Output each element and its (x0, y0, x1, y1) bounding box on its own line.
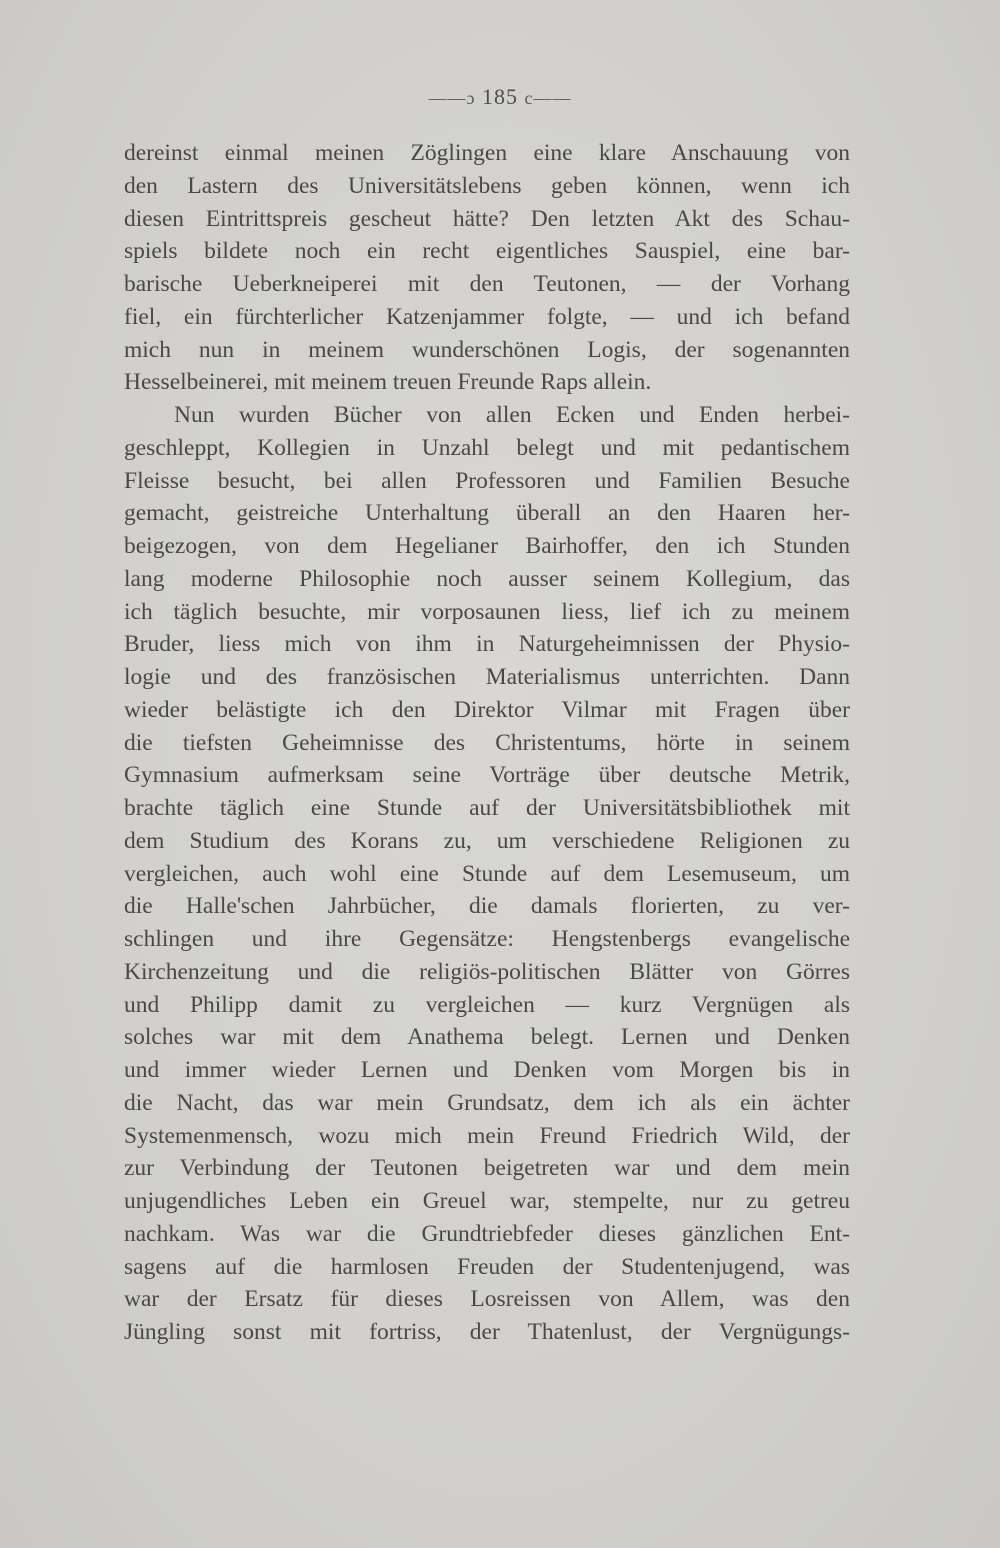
page-number: 185 (482, 84, 518, 109)
text-line: die Nacht, das war mein Grundsatz, dem ich als ein ächter (124, 1089, 850, 1116)
text-line: lang moderne Philosophie noch ausser seinem Kollegium, das (124, 565, 850, 592)
text-line: Fleisse besucht, bei allen Professoren und Familien Besuche (124, 467, 850, 494)
text-line: die tiefsten Geheimnisse des Christentums, hörte in seinem (124, 729, 850, 756)
text-line: barische Ueberkneiperei mit den Teutonen, — der Vorhang (124, 271, 850, 297)
text-line: solches war mit dem Anathema belegt. Lernen und Denken (124, 1024, 850, 1051)
text-line: und Philipp damit zu vergleichen — kurz Vergnügen als (124, 991, 850, 1018)
text-line: Hesselbeinerei, mit meinem treuen Freunde Raps allein. (124, 369, 652, 396)
body-text (124, 137, 850, 1349)
text-line: Jüngling sonst mit fortriss, der Thatenlust, der Vergnügungs- (124, 1319, 850, 1345)
text-line: gemacht, geistreiche Unterhaltung überall an den Haaren her- (124, 500, 850, 527)
text-line: dem Studium des Korans zu, um verschiedene Religionen zu (124, 827, 850, 854)
text-line: Gymnasium aufmerksam seine Vorträge über deutsche Metrik, (124, 762, 850, 789)
text-line: nachkam. Was war die Grundtriebfeder dieses gänzlichen Ent- (124, 1220, 850, 1247)
header-right-ornament: c—— (524, 88, 572, 108)
text-line: sagens auf die harmlosen Freuden der Studentenjugend, was (124, 1253, 850, 1280)
text-line: Bruder, liess mich von ihm in Naturgeheimnissen der Physio- (124, 631, 850, 658)
text-line: und immer wieder Lernen und Denken vom Morgen bis in (124, 1057, 850, 1083)
text-line: wieder belästigte ich den Direktor Vilmar mit Fragen über (124, 696, 850, 723)
text-line: beigezogen, von dem Hegelianer Bairhoffer, den ich Stunden (124, 533, 850, 559)
text-line: dereinst einmal meinen Zöglingen eine klare Anschauung von (124, 140, 850, 166)
text-line: ich täglich besuchte, mir vorposaunen liess, lief ich zu meinem (124, 598, 850, 625)
text-line: Kirchenzeitung und die religiös-politischen Blätter von Görres (124, 958, 850, 985)
text-line: den Lastern des Universitätslebens geben können, wenn ich (124, 172, 850, 199)
page-header (0, 84, 1000, 110)
text-line: unjugendliches Leben ein Greuel war, stempelte, nur zu getreu (124, 1188, 850, 1214)
text-line: zur Verbindung der Teutonen beigetreten war und dem mein (124, 1155, 850, 1182)
text-line: schlingen und ihre Gegensätze: Hengstenbergs evangelische (124, 926, 850, 952)
text-line: mich nun in meinem wunderschönen Logis, der sogenannten (124, 336, 850, 363)
text-line: geschleppt, Kollegien in Unzahl belegt und mit pedantischem (124, 434, 850, 461)
text-line: spiels bildete noch ein recht eigentliches Sauspiel, eine bar- (124, 238, 850, 265)
text-line: brachte täglich eine Stunde auf der Universitätsbibliothek mit (124, 795, 850, 821)
text-line: Nun wurden Bücher von allen Ecken und Enden herbei- (174, 402, 850, 428)
text-line: war der Ersatz für dieses Losreissen von Allem, was den (124, 1286, 850, 1313)
text-line: diesen Eintrittspreis gescheut hätte? Den letzten Akt des Schau- (124, 205, 850, 232)
text-line: Systemenmensch, wozu mich mein Freund Friedrich Wild, der (124, 1122, 850, 1149)
text-line: fiel, ein fürchterlicher Katzenjammer folgte, — und ich befand (124, 303, 850, 330)
text-line: vergleichen, auch wohl eine Stunde auf dem Lesemuseum, um (124, 860, 850, 887)
text-line: die Halle'schen Jahrbücher, die damals florierten, zu ver- (124, 893, 850, 920)
header-left-ornament: ——ɔ (428, 88, 476, 108)
text-line: logie und des französischen Materialismus unterrichten. Dann (124, 664, 850, 690)
